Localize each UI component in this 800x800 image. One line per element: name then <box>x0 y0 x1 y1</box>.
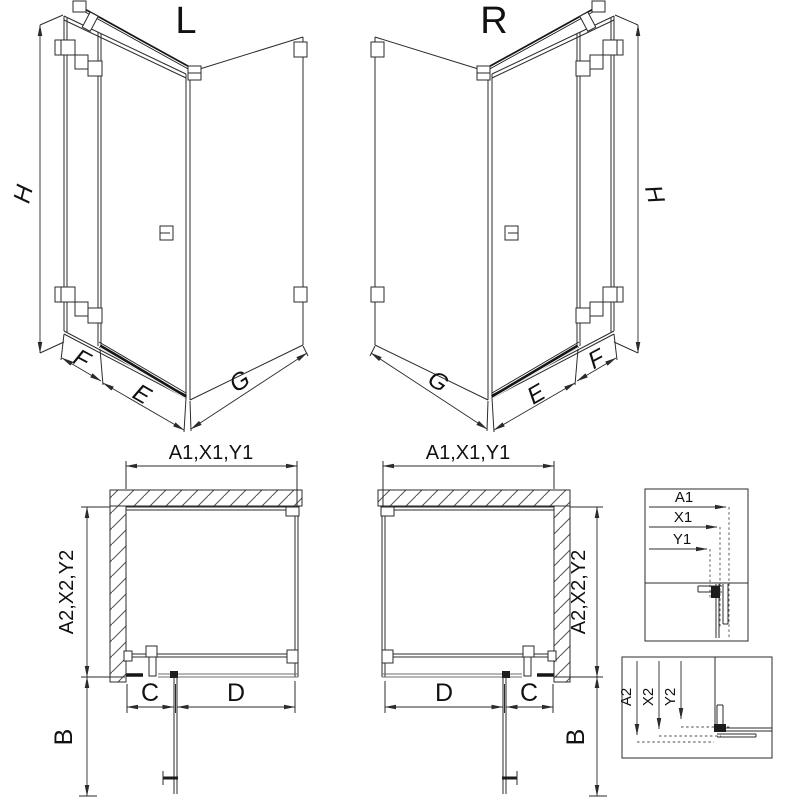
wall-bracket-icon <box>381 507 394 516</box>
dim-label-side-width: G <box>422 365 454 399</box>
door-handle-icon <box>160 226 173 240</box>
wall-bracket-icon <box>286 507 299 516</box>
bar-wall-mount-icon <box>124 651 132 661</box>
detail-box-width <box>645 489 748 641</box>
dim-label-width-total: A1,X1,Y1 <box>168 442 254 464</box>
dim-label-door-open-depth: B <box>50 728 78 746</box>
detail-box-depth <box>618 657 772 758</box>
detail-label-y2: Y2 <box>662 687 679 707</box>
bar-end-cap-icon <box>287 650 298 663</box>
dim-label-fixed-width: F <box>583 344 610 375</box>
detail-label-a1: A1 <box>674 489 694 506</box>
dim-label-height: H <box>639 182 670 206</box>
dim-label-door-width: E <box>128 378 156 411</box>
plan-view-left <box>50 442 302 796</box>
wall-bracket-icon <box>55 287 75 302</box>
bar-wall-mount-icon <box>548 651 556 661</box>
dim-label-height: H <box>8 182 39 206</box>
iso-left-labels <box>9 0 256 411</box>
bar-clamp-icon <box>82 12 98 31</box>
dim-label-door-open-depth: B <box>562 728 590 746</box>
wall-bracket-icon <box>55 40 75 55</box>
dim-label-width-total: A1,X1,Y1 <box>425 442 511 464</box>
bar-end-cap-icon <box>382 650 393 663</box>
detail-label-y1: Y1 <box>672 531 692 548</box>
dim-label-fixed-segment: C <box>140 679 160 707</box>
wall-top-hatched <box>110 490 302 506</box>
dim-label-door-segment: D <box>434 679 454 707</box>
wall-bracket-icon <box>294 42 307 57</box>
dim-label-fixed-width: F <box>68 344 95 375</box>
iso-right-labels <box>423 0 670 410</box>
detail-label-a2: A2 <box>618 687 635 707</box>
dim-label-depth-total: A2,X2,Y2 <box>56 549 78 635</box>
wall-profile-section-icon <box>698 584 728 638</box>
dim-label-door-segment: D <box>226 679 246 707</box>
dim-label-side-width: G <box>224 365 256 399</box>
detail-label-x1: X1 <box>673 509 693 526</box>
wall-bracket-icon <box>294 287 307 302</box>
variant-label-right: R <box>480 0 508 42</box>
dim-label-fixed-segment: C <box>519 679 539 707</box>
wall-profile-section-icon <box>714 705 772 737</box>
variant-label-left: L <box>175 0 197 42</box>
plan-view-right <box>378 442 607 796</box>
dim-label-door-width: E <box>522 378 550 411</box>
bar-wall-mount-icon <box>73 1 86 12</box>
detail-label-x2: X2 <box>640 687 657 707</box>
dim-label-depth-total: A2,X2,Y2 <box>568 549 590 635</box>
hinge-icon <box>146 646 157 676</box>
hinge-icon <box>523 646 534 676</box>
wall-top-hatched <box>378 490 570 506</box>
